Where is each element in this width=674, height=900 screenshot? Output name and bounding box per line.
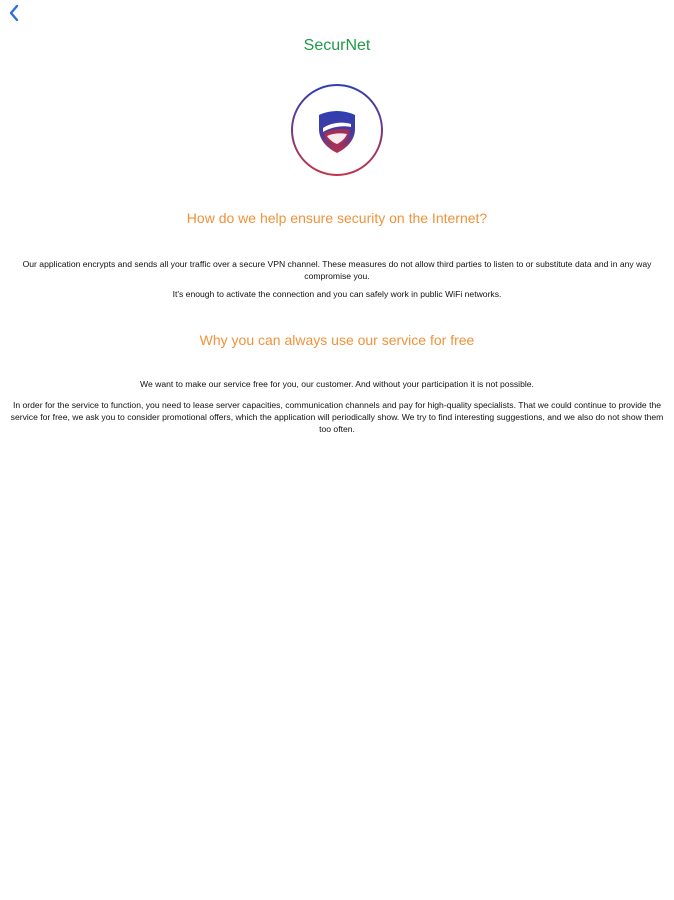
section-paragraph: In order for the service to function, you need to lease server capacities, communication channels and pay for high-quality specialists. That we could continue to provide the service for free, we ask you to consider promotional offers, which the application will periodically show. We try to find interesting suggestions, and we also do not show them too often.: [10, 400, 664, 434]
section-paragraph: We want to make our service free for you, our customer. And without your participation it is not possible.: [140, 379, 534, 389]
page-title: SecurNet: [303, 37, 371, 54]
section-paragraph: It's enough to activate the connection and you can safely work in public WiFi networks.: [172, 289, 502, 299]
section-paragraph: Our application encrypts and sends all your traffic over a secure VPN channel. These measures do not allow third parties to listen to or substitute data and in any way compromise you.: [22, 259, 652, 281]
shield-icon: [290, 83, 384, 177]
back-button[interactable]: [4, 4, 24, 26]
section-heading-free: Why you can always use our service for free: [199, 332, 475, 348]
app-logo: [290, 83, 384, 177]
section-heading-security: How do we help ensure security on the Internet?: [186, 210, 488, 226]
chevron-left-icon: [8, 4, 20, 27]
